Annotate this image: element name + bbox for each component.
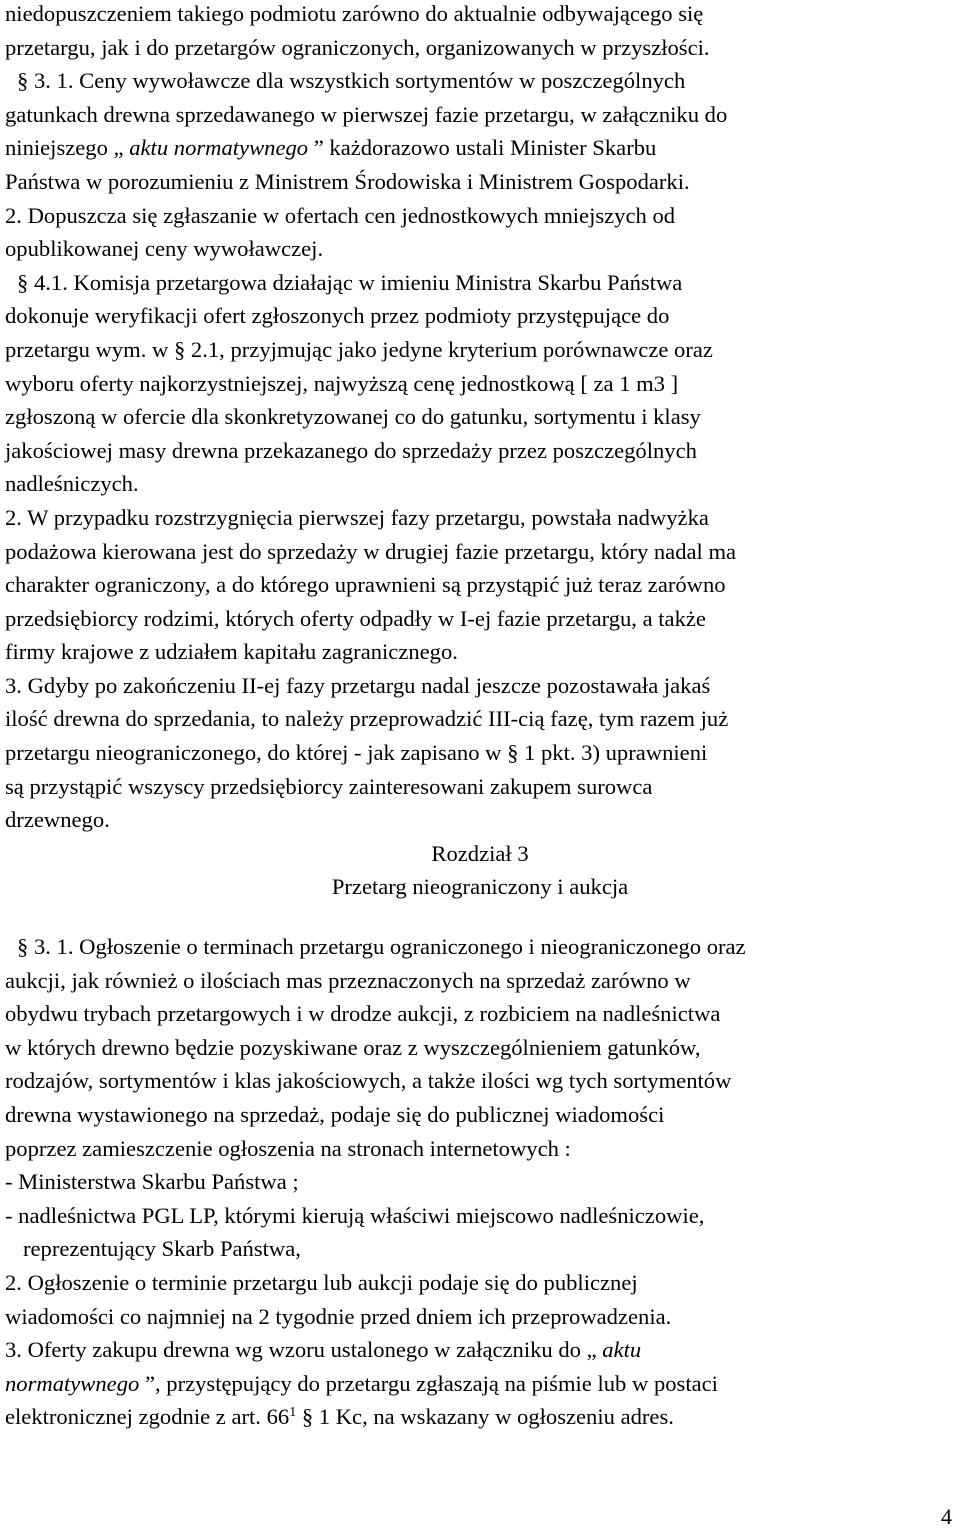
- text-line: aukcji, jak również o ilościach mas przeznaczonych na sprzedaż zarówno w: [5, 967, 691, 993]
- text-line: wyboru oferty najkorzystniejszej, najwyższą cenę jednostkową [ za 1 m3 ]: [5, 370, 679, 396]
- text-line: wiadomości co najmniej na 2 tygodnie przed dniem ich przeprowadzenia.: [5, 1303, 672, 1329]
- spacer: [5, 904, 955, 930]
- section-4-1-line: § 4.1. Komisja przetargowa działając w imieniu Ministra Skarbu Państwa: [17, 269, 683, 295]
- point-2-line: 2. W przypadku rozstrzygnięcia pierwszej fazy przetargu, powstała nadwyżka: [5, 504, 709, 530]
- point-2-line: 2. Ogłoszenie o terminie przetargu lub aukcji podaje się do publicznej: [5, 1269, 638, 1295]
- point-3-line: 3. Gdyby po zakończeniu II-ej fazy przetargu nadal jeszcze pozostawała jakaś: [5, 672, 711, 698]
- text-line: rodzajów, sortymentów i klas jakościowych, a także ilości wg tych sortymentów: [5, 1068, 732, 1094]
- text-line: drewna wystawionego na sprzedaż, podaje się do publicznej wiadomości: [5, 1102, 665, 1127]
- section-3-1-line: § 3. 1. Ogłoszenie o terminach przetargu ograniczonego i nieograniczonego oraz: [17, 934, 746, 960]
- list-item: - nadleśnictwa PGL LP, którymi kierują właściwi miejscowo nadleśniczowie,: [5, 1202, 705, 1228]
- text-span: 3. Oferty zakupu drewna wg wzoru ustalonego w załączniku do „: [5, 1337, 603, 1363]
- superscript: 1: [289, 1405, 297, 1421]
- text-line: nadleśniczych.: [5, 471, 139, 497]
- list-item: - Ministerstwa Skarbu Państwa ;: [5, 1169, 299, 1195]
- text-span: ”, przystępujący do przetargu zgłaszają na piśmie lub w postaci: [139, 1370, 718, 1396]
- text-line: dokonuje weryfikacji ofert zgłoszonych przez podmioty przystępujące do: [5, 303, 670, 329]
- text-line: drzewnego.: [5, 807, 110, 833]
- text-line: opublikowanej ceny wywoławczej.: [5, 236, 324, 262]
- text-line: niedopuszczeniem takiego podmiotu zarówno do aktualnie odbywającego się: [5, 1, 704, 26]
- text-line: gatunkach drewna sprzedawanego w pierwszej fazie przetargu, w załączniku do: [5, 101, 728, 127]
- text-line: przedsiębiorcy rodzimi, których oferty odpadły w I-ej fazie przetargu, a także: [5, 605, 706, 631]
- text-line: są przystąpić wszyscy przedsiębiorcy zainteresowani zakupem surowca: [5, 773, 653, 799]
- text-line: przetargu nieograniczonego, do której - jak zapisano w § 1 pkt. 3) uprawnieni: [5, 740, 708, 766]
- text-line: zgłoszoną w ofercie dla skonkretyzowanej co do gatunku, sortymentu i klasy: [5, 404, 701, 430]
- point-2-line: 2. Dopuszcza się zgłaszanie w ofertach cen jednostkowych mniejszych od: [5, 202, 676, 228]
- text-line: poprzez zamieszczenie ogłoszenia na stronach internetowych :: [5, 1135, 571, 1161]
- text-line: w których drewno będzie pozyskiwane oraz z wyszczególnieniem gatunków,: [5, 1034, 701, 1060]
- list-item-continuation: reprezentujący Skarb Państwa,: [23, 1236, 301, 1262]
- page-number: 4: [941, 1504, 952, 1529]
- text-line: obydwu trybach przetargowych i w drodze aukcji, z rozbiciem na nadleśnictwa: [5, 1001, 721, 1027]
- text-line: przetargu, jak i do przetargów ograniczonych, organizowanych w przyszłości.: [5, 34, 710, 60]
- italic-term: normatywnego: [5, 1370, 140, 1396]
- chapter-title: Rozdział 3: [431, 840, 529, 866]
- italic-term: aktu: [602, 1337, 642, 1363]
- text-line: [5, 1367, 955, 1401]
- text-line: charakter ograniczony, a do którego uprawnieni są przystąpić już teraz zarówno: [5, 572, 726, 598]
- text-line: [5, 131, 955, 165]
- text-span: § 1 Kc, na wskazany w ogłoszeniu adres.: [296, 1404, 674, 1430]
- document-page: [5, 0, 955, 1434]
- point-3-line: [5, 1333, 955, 1367]
- text-line: jakościowej masy drewna przekazanego do sprzedaży przez poszczególnych: [5, 437, 697, 463]
- text-span: niniejszego „: [5, 135, 130, 161]
- text-span: ” każdorazowo ustali Minister Skarbu: [308, 135, 657, 161]
- section-3-1-line: § 3. 1. Ceny wywoławcze dla wszystkich sortymentów w poszczególnych: [17, 68, 686, 94]
- text-line: podażowa kierowana jest do sprzedaży w drugiej fazie przetargu, który nadal ma: [5, 538, 737, 564]
- text-line: [5, 1400, 955, 1434]
- text-line: Państwa w porozumieniu z Ministrem Środowiska i Ministrem Gospodarki.: [5, 168, 690, 194]
- text-line: przetargu wym. w § 2.1, przyjmując jako jedyne kryterium porównawcze oraz: [5, 336, 713, 362]
- text-span: elektronicznej zgodnie z art. 66: [5, 1404, 290, 1430]
- italic-term: aktu normatywnego: [129, 135, 309, 161]
- chapter-subtitle: Przetarg nieograniczony i aukcja: [331, 874, 629, 900]
- text-line: firmy krajowe z udziałem kapitału zagranicznego.: [5, 639, 458, 665]
- text-line: ilość drewna do sprzedania, to należy przeprowadzić III-cią fazę, tym razem już: [5, 706, 729, 732]
